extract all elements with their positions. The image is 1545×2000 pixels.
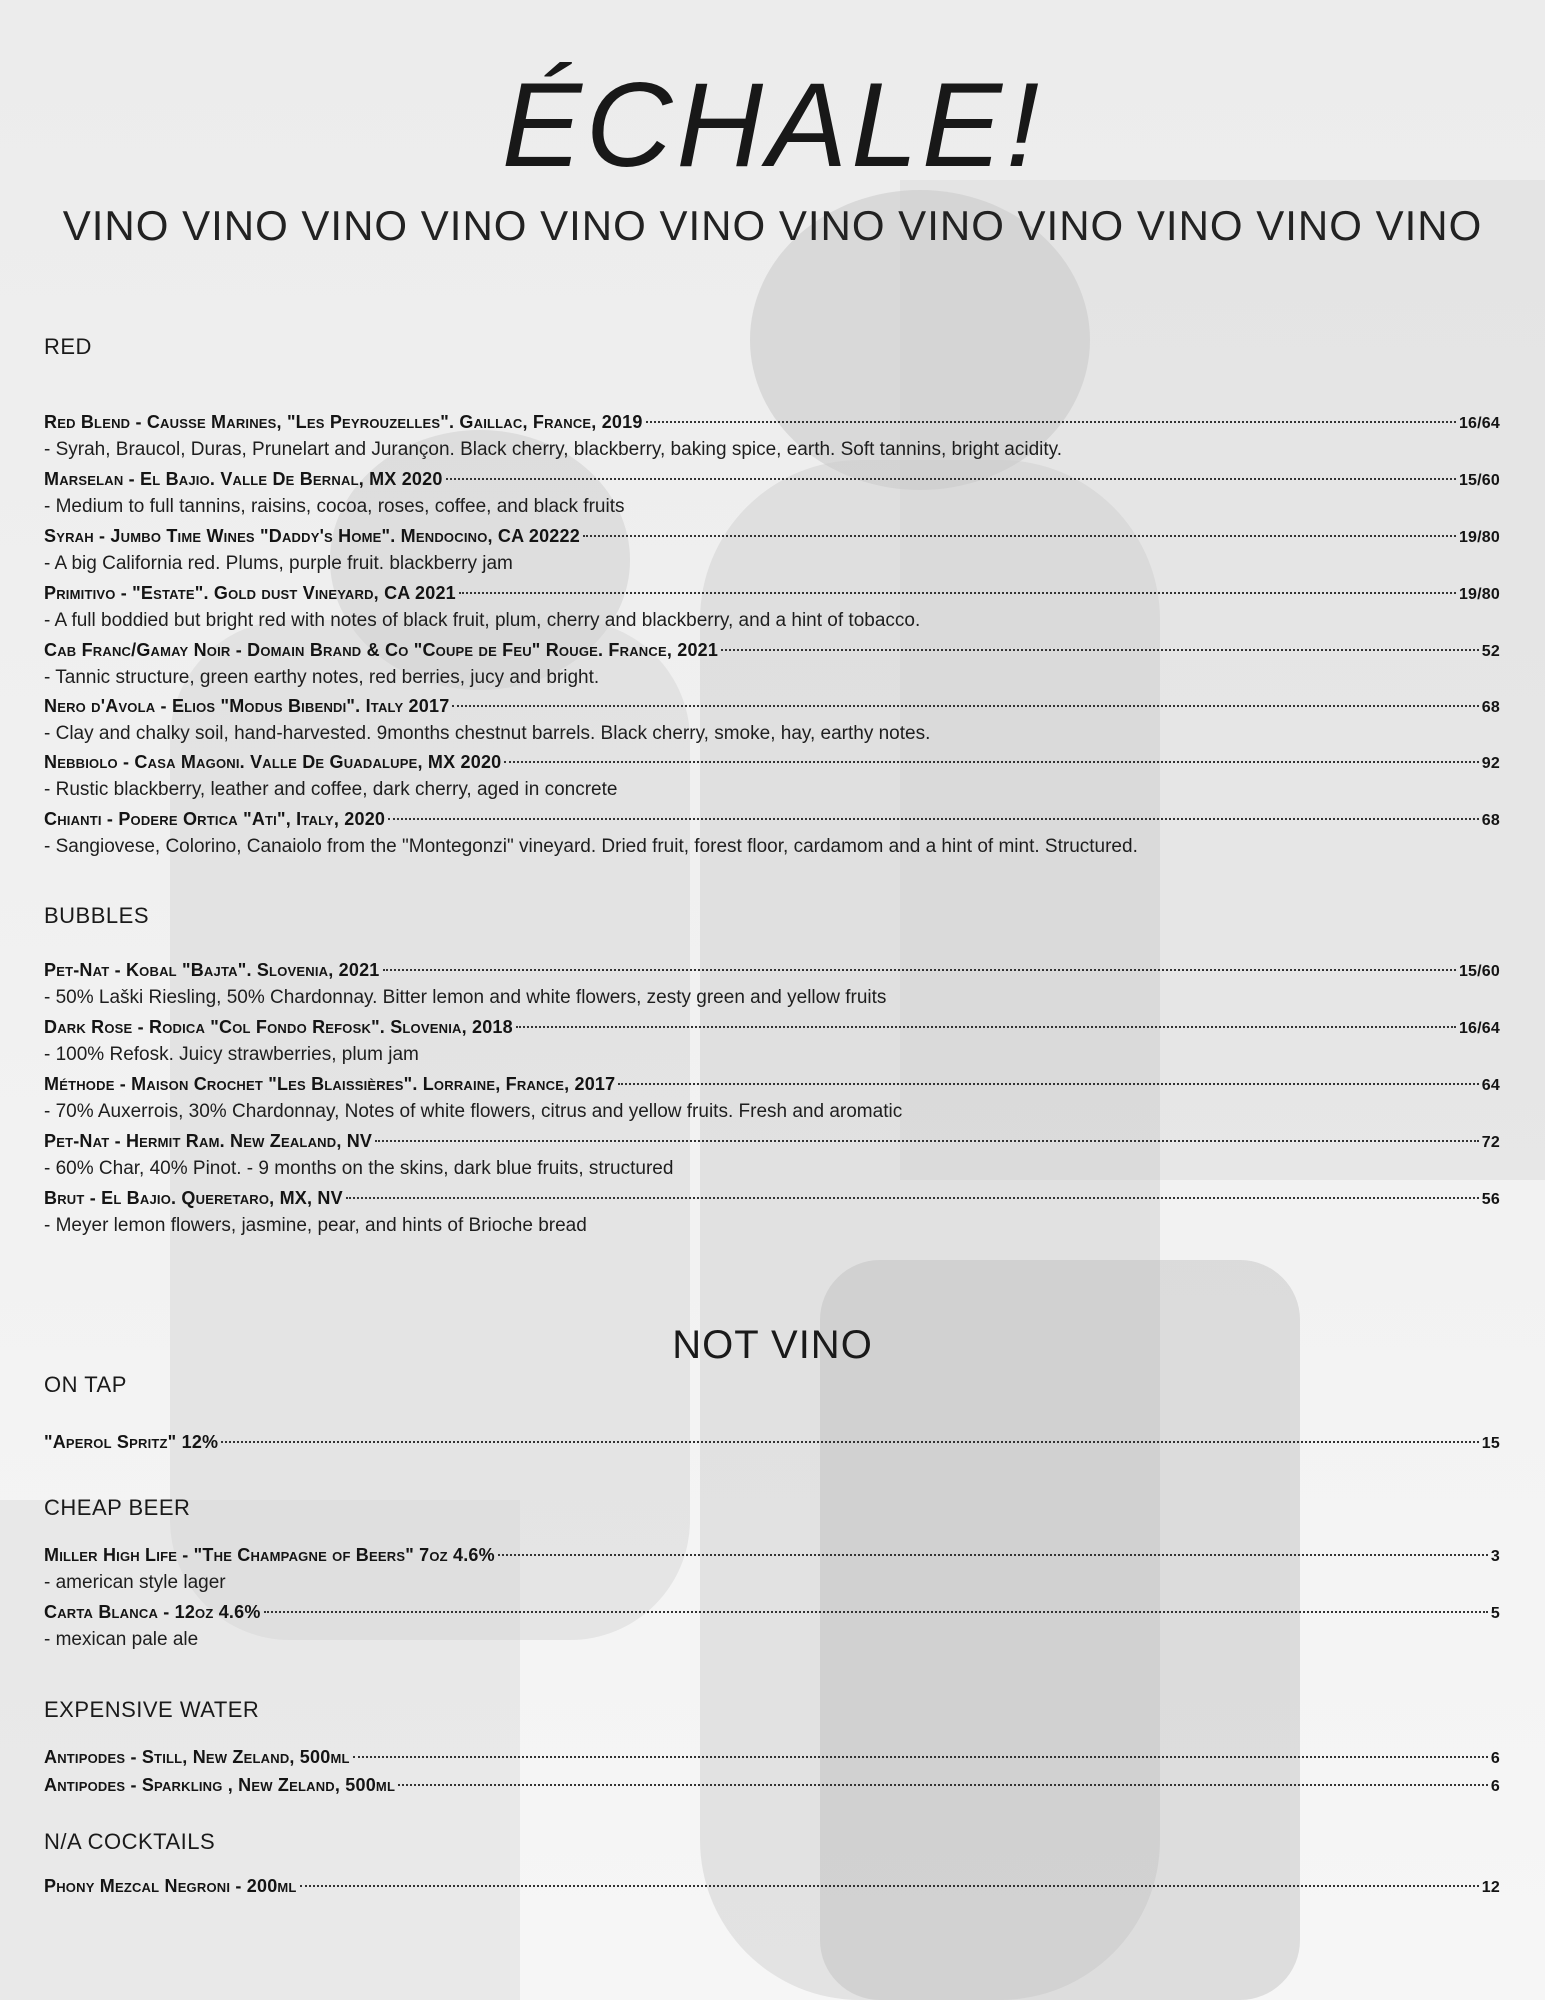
item-name: Miller High Life - "The Champagne of Beers" 7oz 4.6% [44,1545,495,1565]
item-description: - Tannic structure, green earthy notes, red berries, jucy and bright. [44,667,600,688]
item-name: Pet-Nat - Kobal "Bajta". Slovenia, 2021 [44,960,380,980]
item-price: 64 [1481,1077,1500,1094]
item-price: 12 [1481,1879,1500,1896]
dot-leader [583,535,1456,537]
menu-item [44,1428,1500,1458]
menu-item [44,1872,1500,1902]
dot-leader [498,1554,1488,1556]
item-price: 15/60 [1458,472,1500,489]
item-description: - A big California red. Plums, purple fruit. blackberry jam [44,553,513,574]
dot-leader [383,969,1456,971]
item-name: Antipodes - Still, New Zeland, 500ml [44,1747,350,1767]
menu-item [44,1127,1500,1157]
menu-item [44,1184,1500,1214]
item-price: 56 [1481,1191,1500,1208]
item-price: 68 [1481,699,1500,716]
item-name: Cab Franc/Gamay Noir - Domain Brand & Co "Coupe de Feu" Rouge. France, 2021 [44,640,719,660]
dot-leader [375,1140,1479,1142]
item-price: 19/80 [1458,586,1500,603]
dot-leader [398,1784,1488,1786]
menu-item [44,1771,1500,1801]
dot-leader [721,649,1479,651]
dot-leader [504,761,1478,763]
item-description: - Clay and chalky soil, hand-harvested. 9months chestnut barrels. Black cherry, smoke, hay, earthy notes. [44,723,931,744]
item-description: - 50% Laški Riesling, 50% Chardonnay. Bitter lemon and white flowers, zesty green and yellow fruits [44,987,887,1008]
dot-leader [459,592,1456,594]
section-heading-expensive-water: EXPENSIVE WATER [44,1697,260,1722]
menu-item [44,1541,1500,1571]
dot-leader [446,478,1456,480]
item-name: Syrah - Jumbo Time Wines "Daddy's Home". Mendocino, CA 20222 [44,526,580,546]
item-name: Red Blend - Causse Marines, "Les Peyrouzelles". Gaillac, France, 2019 [44,412,643,432]
item-description: - american style lager [44,1572,226,1593]
item-description: - Meyer lemon flowers, jasmine, pear, and hints of Brioche bread [44,1215,587,1236]
restaurant-title: ÉCHALE! [501,58,1044,192]
section-heading-bubbles: BUBBLES [44,903,149,928]
menu-item [44,692,1500,722]
item-price: 15 [1481,1435,1500,1452]
item-description: - A full boddied but bright red with notes of black fruit, plum, cherry and blackberry, and a hint of tobacco. [44,610,921,631]
menu-item [44,408,1500,438]
item-name: Carta Blanca - 12oz 4.6% [44,1602,261,1622]
section-heading-na-cocktails: N/A COCKTAILS [44,1829,216,1854]
dot-leader [221,1441,1479,1443]
menu-item [44,1598,1500,1628]
section-heading-cheap-beer: CHEAP BEER [44,1495,191,1520]
item-name: Chianti - Podere Ortica "Ati", Italy, 2020 [44,809,386,829]
menu-item [44,1070,1500,1100]
item-price: 92 [1481,755,1500,772]
item-name: Phony Mezcal Negroni - 200ml [44,1876,297,1896]
item-price: 68 [1481,812,1500,829]
item-name: Antipodes - Sparkling , New Zeland, 500ml [44,1775,396,1795]
item-name: Brut - El Bajio. Queretaro, MX, NV [44,1188,343,1208]
dot-leader [300,1885,1479,1887]
item-description: - 100% Refosk. Juicy strawberries, plum jam [44,1044,419,1065]
item-price: 15/60 [1458,963,1500,980]
item-price: 19/80 [1458,529,1500,546]
item-name: Pet-Nat - Hermit Ram. New Zealand, NV [44,1131,373,1151]
menu-item [44,805,1500,835]
item-description: - mexican pale ale [44,1629,199,1650]
item-description: - Medium to full tannins, raisins, cocoa, roses, coffee, and black fruits [44,496,625,517]
item-description: - Syrah, Braucol, Duras, Prunelart and Jurançon. Black cherry, blackberry, baking spice, earth. Soft tannins, bright acidity. [44,439,1063,460]
item-name: Nebbiolo - Casa Magoni. Valle De Guadalupe, MX 2020 [44,752,502,772]
item-description: - Sangiovese, Colorino, Canaiolo from the "Montegonzi" vineyard. Dried fruit, forest floor, cardamom and a hint of mint. Structured. [44,836,1138,857]
dot-leader [646,421,1456,423]
item-price: 16/64 [1458,1020,1500,1037]
menu-item [44,1013,1500,1043]
item-price: 5 [1490,1605,1500,1622]
item-name: Nero d'Avola - Elios "Modus Bibendi". Italy 2017 [44,696,450,716]
item-name: "Aperol Spritz" 12% [44,1432,219,1452]
dot-leader [353,1756,1488,1758]
section-heading-not-vino: NOT VINO [672,1323,873,1367]
menu-item [44,465,1500,495]
section-heading-red: RED [44,334,92,359]
item-price: 3 [1490,1548,1500,1565]
menu-item [44,579,1500,609]
menu-subtitle: VINO VINO VINO VINO VINO VINO VINO VINO VINO VINO VINO VINO [62,202,1483,249]
dot-leader [264,1611,1488,1613]
menu-item [44,522,1500,552]
item-price: 6 [1490,1750,1500,1767]
section-heading-on-tap: ON TAP [44,1372,127,1397]
item-description: - 60% Char, 40% Pinot. - 9 months on the skins, dark blue fruits, structured [44,1158,674,1179]
menu-item [44,748,1500,778]
item-name: Dark Rose - Rodica "Col Fondo Refosk". Slovenia, 2018 [44,1017,513,1037]
dot-leader [346,1197,1479,1199]
item-name: Méthode - Maison Crochet "Les Blaissières". Lorraine, France, 2017 [44,1074,616,1094]
item-price: 72 [1481,1134,1500,1151]
item-price: 6 [1490,1778,1500,1795]
item-description: - 70% Auxerrois, 30% Chardonnay, Notes of white flowers, citrus and yellow fruits. Fresh and aromatic [44,1101,903,1122]
item-name: Primitivo - "Estate". Gold dust Vineyard, CA 2021 [44,583,456,603]
dot-leader [618,1083,1478,1085]
menu-item [44,1743,1500,1773]
item-description: - Rustic blackberry, leather and coffee, dark cherry, aged in concrete [44,779,618,800]
menu-item [44,956,1500,986]
menu-item [44,636,1500,666]
dot-leader [388,818,1479,820]
dot-leader [452,705,1478,707]
item-price: 52 [1481,643,1500,660]
item-name: Marselan - El Bajio. Valle De Bernal, MX 2020 [44,469,443,489]
dot-leader [516,1026,1456,1028]
item-price: 16/64 [1458,415,1500,432]
